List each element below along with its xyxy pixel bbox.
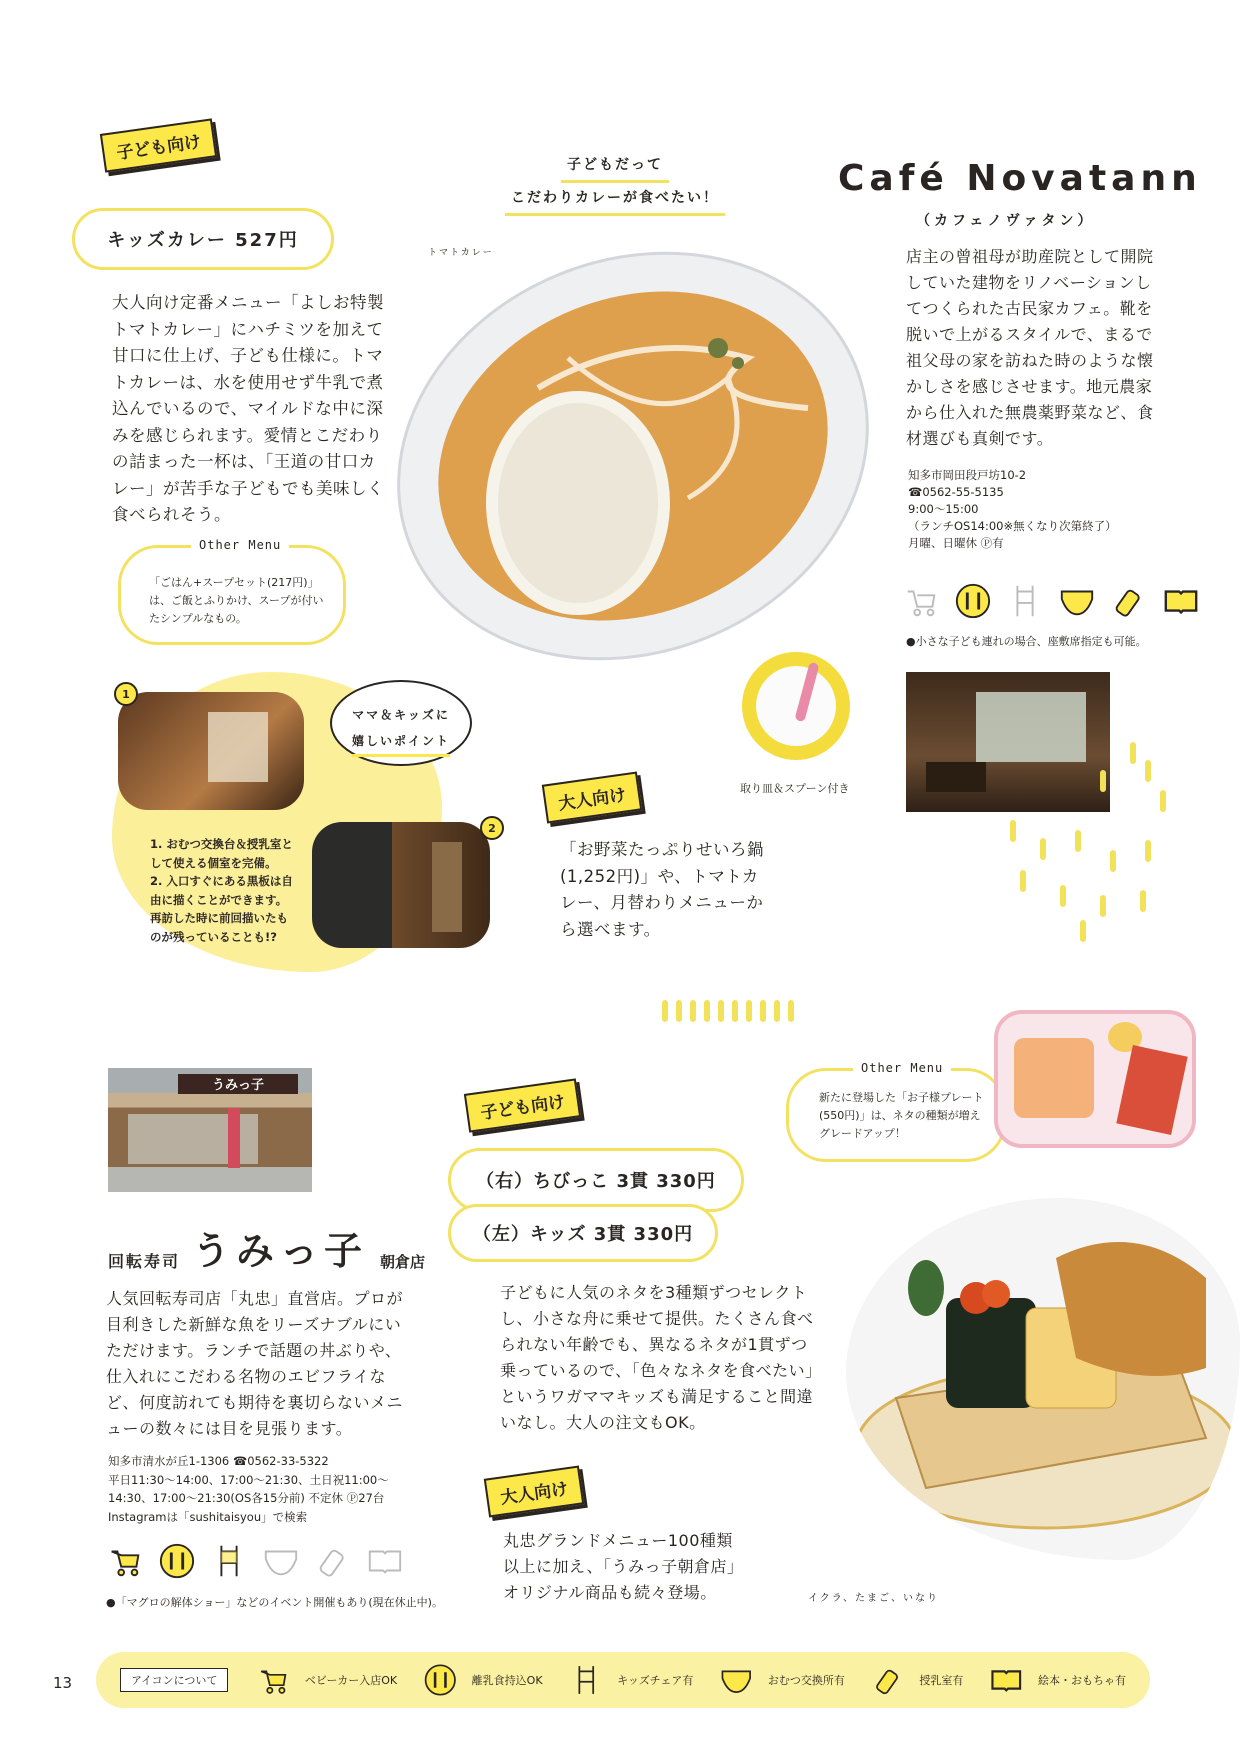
legend-title: アイコンについて [120,1668,228,1692]
kids-menu-pill [72,208,334,270]
point-2-number: 2 [488,821,496,835]
picture-book-icon [1162,582,1200,620]
legend-label-kids-chair: キッズチェア有 [617,1674,694,1687]
other-menu-box [118,538,346,645]
sushi-pill-right-label: （右）ちびっこ 3貫 330円 [476,1171,716,1192]
kids-description: 大人向け定番メニュー「よしお特製トマトカレー」にハチミツを加えて甘口に仕上げ、子ども仕様に。トマトカレーは、水を使用せず牛乳で煮込んでいるので、マイルドな中に深みを感じられます。愛情とこだわりの詰まった一杯は、「王道の甘口カレー」が苦手な子どもでも美味しく食べられそう。 [112,293,384,524]
shop-title [108,1230,425,1272]
sushi-pill-right [448,1148,744,1212]
adult-tag: 大人向け [542,772,642,824]
curry-plate-illustration [388,238,878,674]
points-text [150,835,296,946]
baby-food-icon [158,1542,196,1580]
icon-legend-bar [96,1652,1150,1708]
legend-label-baby-food: 離乳食持込OK [471,1674,543,1687]
stroller-icon [106,1542,144,1580]
private-room-photo [118,692,304,810]
plate-caption: 取り皿＆スプーン付き [740,782,850,795]
mama-bubble-line2: 嬉しいポイント [352,728,450,757]
cafe-icons [902,582,1200,620]
picture-book-icon [366,1542,404,1580]
nursing-bottle-icon [871,1661,906,1699]
shop-description: 人気回転寿司店「丸忠」直営店。プロが目利きした新鮮な魚をリーズナブルにいただけます。ランチで話題の丼ぶりや、仕入れにこだわる名物のエビフライなど、何度訪れても期待を裏切らないメニューの数々には目を見張ります。 [106,1289,404,1438]
diaper-icon [262,1542,300,1580]
legend-label-nursing: 授乳室有 [919,1674,964,1687]
kids-chair-icon [210,1542,248,1580]
cafe-address: 知多市岡田段戸坊10-2 [908,468,1027,482]
diaper-icon [719,1661,754,1699]
shop-info-3: 14:30、17:00〜21:30(OS各15分前) 不定休 Ⓟ27台 [108,1491,385,1505]
mama-bubble-line1: ママ＆キッズに [352,708,450,722]
shop-suffix: 朝倉店 [380,1253,426,1271]
shop-info-2: 平日11:30〜14:00、17:00〜21:30、土日祝11:00〜 [108,1472,389,1487]
sushi-kids-description: 子どもに人気のネタを3種類ずつセレクトし、小さな舟に乗せて提供。たくさん食べられない年齢でも、異なるネタが1貫ずつ乗っているので、「色々なネタを食べたい」というワガママキッズも満足すること間違いなし。大人の注文もOK。 [500,1283,814,1432]
cafe-interior-photo [906,672,1110,812]
nursing-bottle-icon [314,1542,352,1580]
other-menu-title-bottom: Other Menu [853,1061,951,1075]
legend-label-stroller: ベビーカー入店OK [304,1674,398,1687]
kids-tag: 子ども向け [100,118,217,172]
stroller-icon [256,1661,291,1699]
small-plate-photo [742,652,850,760]
cafe-description: 店主の曾祖母が助産院として開院していた建物をリノベーションしてつくられた古民家カフェ。靴を脱いで上がるスタイルで、まるで祖父母の家を訪ねた時のような懐かしさを感じさせます。地元農家から仕入れた無農薬野菜など、食材選びも真剣です。 [906,247,1154,448]
sushi-pill-left [448,1204,718,1262]
cafe-name: Café Novatann [838,158,1202,199]
shop-note: ●「マグロの解体ショー」などのイベント開催もあり(現在休止中)。 [106,1596,443,1609]
diaper-icon [1058,582,1096,620]
cafe-tel: ☎0562-55-5135 [908,485,1004,499]
kids-chair-icon [1006,582,1044,620]
sushi-boat-illustration [846,1198,1240,1560]
baby-food-icon [954,582,992,620]
legend-label-diaper: おむつ交換所有 [767,1674,845,1687]
baby-food-icon [423,1661,458,1699]
cafe-info [908,467,1168,552]
shop-prefix: 回転寿司 [108,1252,181,1271]
cafe-lunch: （ランチOS14:00※無くなり次第終了） [908,519,1117,533]
shop-info-1: 知多市清水が丘1-1306 ☎0562-33-5322 [108,1454,329,1468]
point-2-text: 2. 入口すぐにある黒板は自由に描くことができます。再訪した時に前回描いたものが残っていることも!? [150,874,293,944]
shop-sign: うみっ子 [178,1074,298,1094]
shop-icons [106,1542,404,1580]
kids-menu-label: キッズカレー 527円 [107,230,299,251]
blackboard-photo [312,822,490,948]
page-number: 13 [53,1674,73,1692]
adult-tag-bottom: 大人向け [484,1466,584,1518]
cafe-note: ●小さな子ども連れの場合、座敷席指定も可能。 [906,635,1147,648]
adult-description: 「お野菜たっぷりせいろ鍋(1,252円)」や、トマトカレー、月替わりメニューから選べます。 [560,840,764,939]
other-menu-text: 「ごはん+スープセット(217円)」は、ご飯とふりかけ、スープが付いたシンプルなもの。 [149,576,324,625]
sushi-adult-description: 丸忠グランドメニュー100種類以上に加え、「うみっ子朝倉店」オリジナル商品も続々登場。 [503,1531,744,1602]
point-1-number: 1 [122,687,130,701]
stroller-icon [902,582,940,620]
kids-tag-bottom: 子ども向け [464,1078,581,1132]
shop-info-4: Instagramは「sushitaisyou」で検索 [108,1509,308,1524]
cafe-kana: （カフェノヴァタン） [916,213,1096,229]
sushi-caption: イクラ、たまご、いなり [808,1593,939,1604]
shop-front-photo [108,1068,312,1192]
tomato-caption: トマトカレー [428,248,494,258]
other-menu-title: Other Menu [191,538,289,552]
other-menu-text-bottom: 新たに登場した「お子様プレート(550円)」は、ネタの種類が増えグレードアップ！ [819,1091,984,1140]
shop-name: うみっ子 [192,1229,369,1273]
point-1-badge [114,682,138,706]
curry-photo [388,238,878,674]
subtitle [505,150,725,216]
point-2-badge [480,816,504,840]
point-1-text: 1. おむつ交換台＆授乳室として使える個室を完備。 [150,837,293,870]
legend-label-picture-book: 絵本・おもちゃ有 [1037,1674,1126,1687]
cafe-closed: 月曜、日曜休 Ⓟ有 [908,536,1004,550]
cafe-hours: 9:00〜15:00 [908,502,979,516]
mama-kids-bubble [330,680,472,766]
sushi-pill-left-label: （左）キッズ 3貫 330円 [472,1224,694,1245]
kids-plate-photo [994,1010,1196,1148]
nursing-bottle-icon [1110,582,1148,620]
kids-chair-icon [569,1661,604,1699]
sushi-boat-photo [846,1198,1240,1560]
subtitle-line2: こだわりカレーが食べたい！ [505,183,725,216]
shop-info [108,1452,418,1526]
subtitle-line1: 子どもだって [561,150,669,183]
picture-book-icon [989,1661,1024,1699]
other-menu-box-bottom [786,1061,1006,1162]
